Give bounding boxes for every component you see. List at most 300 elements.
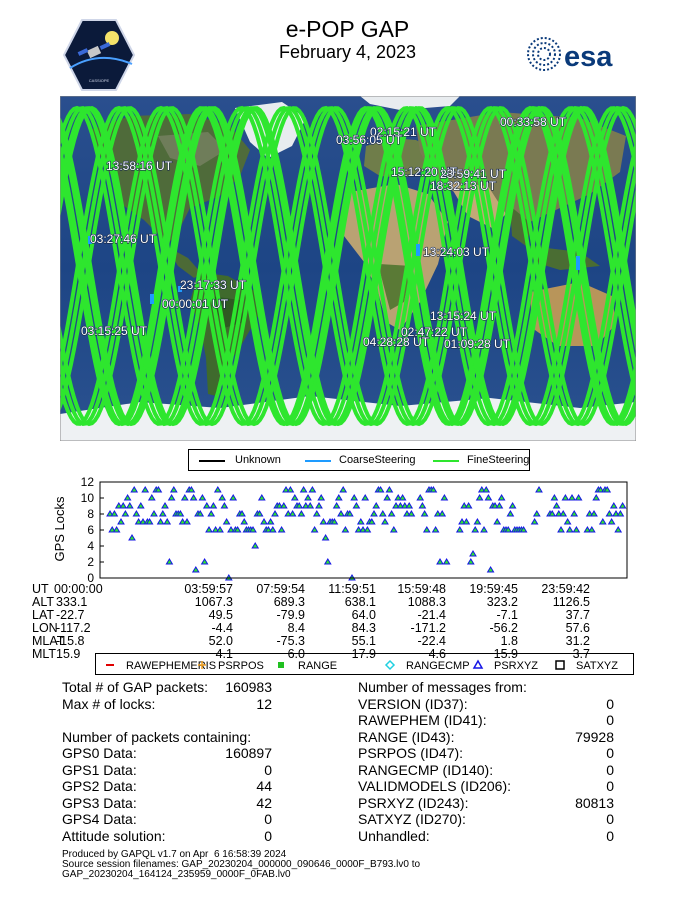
svg-text:RANGECMP: RANGECMP: [406, 660, 470, 672]
orbit-cell: 15.9: [56, 647, 81, 661]
gps-lock-point: [400, 495, 406, 500]
gps-lock-point: [129, 535, 135, 540]
gps-lock-point: [210, 503, 216, 508]
gps-lock-point: [320, 519, 326, 524]
gps-lock-point: [342, 527, 348, 532]
orbit-cell: 17.9: [351, 647, 376, 661]
gps-lock-point: [571, 511, 577, 516]
gps-lock-point: [162, 503, 168, 508]
svg-text:PSRPOS: PSRPOS: [218, 660, 264, 672]
gps-lock-point: [149, 495, 155, 500]
orbit-cell: -79.9: [276, 608, 305, 622]
gps-lock-point: [488, 567, 494, 572]
gps-lock-point: [252, 543, 258, 548]
legend-rangecmp: [386, 660, 470, 672]
stat-value: 160983: [225, 679, 272, 695]
orbit-cell: 37.7: [565, 608, 590, 622]
orbit-cell: 689.3: [273, 595, 305, 609]
orbit-cell: -4.4: [211, 621, 233, 635]
stat-label: GPS2 Data:: [62, 778, 137, 794]
gps-lock-point: [536, 487, 542, 492]
stat-label: Unhandled:: [358, 827, 430, 844]
legend-rawephemeris: [106, 660, 216, 672]
gps-lock-point: [477, 495, 483, 500]
stat-row: [358, 828, 614, 845]
gps-lock-point: [279, 527, 285, 532]
orbit-row-label: UT: [32, 582, 49, 596]
orbit-cell: 4.6: [428, 647, 446, 661]
gps-lock-point: [122, 511, 128, 516]
gps-lock-point: [160, 511, 166, 516]
gps-lock-point: [422, 511, 428, 516]
gps-lock-point: [474, 519, 480, 524]
legend-fine-steering: FineSteering: [467, 454, 530, 466]
orbit-map: [60, 96, 636, 441]
stat-label: PSRPOS (ID47):: [358, 745, 464, 761]
y-tick-label: 12: [80, 476, 94, 489]
y-tick-label: 4: [87, 539, 94, 553]
gps-lock-point: [386, 487, 392, 492]
orbit-cell: 84.3: [351, 621, 376, 635]
orbit-cell: -171.2: [410, 621, 446, 635]
gps-lock-point: [589, 527, 595, 532]
stat-label: GPS4 Data:: [62, 811, 137, 827]
gps-lock-points: [107, 487, 626, 580]
gps-lock-point: [217, 527, 223, 532]
orbit-cell: 11:59:51: [328, 582, 376, 596]
stat-value: 0: [606, 761, 614, 778]
gps-lock-point: [142, 487, 148, 492]
coarse-steering-segment: [416, 244, 420, 256]
coarse-steering-segment: [150, 294, 154, 304]
gps-lock-point: [384, 495, 390, 500]
stat-label: PSRXYZ (ID243):: [358, 794, 469, 811]
orbit-row-label: ALT: [32, 595, 54, 609]
stat-label: VALIDMODELS (ID206):: [358, 778, 512, 794]
map-time-label: 13:15:24 UT: [430, 309, 497, 323]
gps-lock-point: [507, 511, 513, 516]
gps-lock-point: [406, 503, 412, 508]
gps-lock-point: [364, 527, 370, 532]
stat-value: 0: [264, 811, 272, 827]
gps-lock-point: [290, 511, 296, 516]
esa-logo: [526, 36, 636, 72]
gps-lock-point: [259, 495, 265, 500]
gps-lock-point: [158, 519, 164, 524]
gps-lock-point: [472, 527, 478, 532]
gps-lock-point: [457, 527, 463, 532]
stat-row: [358, 745, 614, 762]
map-time-label: 18:32:13 UT: [430, 179, 497, 193]
unknown-swatch: [199, 460, 225, 462]
gps-lock-point: [573, 527, 579, 532]
gps-lock-point: [268, 519, 274, 524]
orbit-row-lat: [32, 609, 644, 622]
footer-produced-by: Produced by GAPQL v1.7 on Apr 6 16:58:39 2024: [62, 849, 287, 860]
orbit-cell: 3.7: [572, 647, 590, 661]
coarse-steering-swatch: [305, 460, 331, 462]
orbit-cell: 8.4: [287, 621, 305, 635]
gps-lock-point: [565, 519, 571, 524]
gps-lock-point: [558, 527, 564, 532]
stat-value: 42: [256, 794, 272, 811]
gps-lock-point: [202, 559, 208, 564]
map-time-label: 02:47:22 UT: [401, 325, 468, 339]
orbit-row-label: LON: [32, 621, 58, 635]
map-time-label: 03:27:46 UT: [90, 232, 157, 246]
orbit-cell: -7.1: [496, 608, 518, 622]
gps-lock-point: [325, 559, 331, 564]
orbit-cell: -75.3: [276, 634, 305, 648]
map-time-label: 13:24:03 UT: [423, 245, 490, 259]
gps-lock-point: [323, 535, 329, 540]
gps-lock-point: [272, 511, 278, 516]
legend-psrxyz: [474, 660, 538, 672]
gps-lock-point: [166, 559, 172, 564]
orbit-row-label: MLAT: [32, 634, 65, 648]
stat-value: 160897: [225, 745, 272, 761]
gps-lock-point: [131, 487, 137, 492]
gps-lock-point: [441, 495, 447, 500]
stat-row: [62, 712, 272, 729]
svg-text:CASSIOPE: CASSIOPE: [88, 78, 110, 83]
footer: [62, 850, 420, 880]
gps-lock-point: [314, 511, 320, 516]
orbit-row-lon: [32, 622, 644, 635]
map-time-label: 23:17:33 UT: [180, 278, 247, 292]
gps-lock-point: [373, 503, 379, 508]
orbit-cell: 31.2: [565, 634, 590, 648]
orbit-cell: 1088.3: [407, 595, 446, 609]
gps-lock-point: [215, 487, 221, 492]
gps-lock-point: [437, 559, 443, 564]
stat-value: 44: [256, 778, 272, 794]
gps-lock-point: [463, 519, 469, 524]
orbit-cell: 57.6: [565, 621, 590, 635]
gps-lock-point: [371, 511, 377, 516]
message-legend: [95, 653, 634, 675]
gps-lock-point: [620, 503, 626, 508]
map-time-label: 03:56:05 UT: [336, 133, 403, 147]
gps-lock-point: [127, 503, 133, 508]
y-tick-label: 0: [87, 571, 94, 582]
orbit-cell: -15.8: [56, 634, 85, 648]
stat-row: [62, 745, 272, 762]
footer-source-2: GAP_20230204_164124_235959_0000F_0FAB.lv0: [62, 869, 291, 880]
gps-lock-point: [494, 519, 500, 524]
packet-stats: [62, 679, 272, 844]
svg-text:SATXYZ: SATXYZ: [576, 660, 618, 672]
stat-label: Total # of GAP packets:: [62, 679, 209, 695]
stat-row: [62, 778, 272, 795]
gps-lock-point: [169, 495, 175, 500]
gps-lock-point: [408, 511, 414, 516]
gps-lock-point: [307, 503, 313, 508]
message-stats: [358, 679, 614, 844]
gps-lock-point: [358, 519, 364, 524]
gps-lock-point: [318, 495, 324, 500]
gps-lock-point: [532, 519, 538, 524]
map-time-label: 15:12:20 UT: [391, 165, 458, 179]
gps-lock-point: [468, 559, 474, 564]
svg-text:esa: esa: [564, 41, 613, 72]
stat-value: 0: [606, 745, 614, 761]
y-tick-label: 8: [87, 507, 94, 521]
gps-lock-point: [606, 511, 612, 516]
stat-label: RANGECMP (ID140):: [358, 761, 494, 778]
map-time-label: 23:59:41 UT: [440, 167, 507, 181]
stat-value: 80813: [575, 794, 614, 811]
stat-value: 0: [264, 761, 272, 778]
footer-source-1: Source session filenames: GAP_20230204_000000_090646_0000F_B793.lv0 to: [62, 859, 421, 870]
gps-lock-point: [567, 527, 573, 532]
page-date: February 4, 2023: [278, 42, 417, 62]
gps-lock-point: [560, 511, 566, 516]
gps-lock-point: [466, 503, 472, 508]
orbit-cell: -21.4: [417, 608, 446, 622]
stat-row: [358, 762, 614, 779]
gps-lock-point: [125, 495, 131, 500]
orbit-row-alt: [32, 596, 644, 609]
gps-lock-point: [593, 495, 599, 500]
gps-lock-point: [133, 511, 139, 516]
stat-label: GPS0 Data:: [62, 745, 137, 761]
stat-row: [358, 795, 614, 812]
gps-lock-point: [351, 495, 357, 500]
legend-satxyz: [556, 660, 618, 672]
orbit-cell: 333.1: [56, 595, 88, 609]
gps-lock-point: [380, 511, 386, 516]
gps-lock-point: [496, 503, 502, 508]
stat-row: [358, 811, 614, 828]
gps-lock-point: [301, 487, 307, 492]
svg-text:PSRXYZ: PSRXYZ: [494, 660, 539, 672]
orbit-cell: 15:59:48: [397, 582, 446, 596]
stat-row: [62, 811, 272, 828]
map-time-label: 00:00:01 UT: [162, 297, 229, 311]
map-time-label: 00:33:58 UT: [500, 115, 567, 129]
map-time-label: 02:15:21 UT: [370, 125, 437, 139]
y-tick-label: 6: [87, 523, 94, 537]
stat-row: [358, 778, 614, 795]
map-time-label: 03:15:25 UT: [81, 324, 148, 338]
stat-label: RAWEPHEM (ID41):: [358, 712, 487, 728]
svg-text:RAWEPHEMERIS: RAWEPHEMERIS: [126, 660, 217, 672]
gps-lock-point: [219, 495, 225, 500]
orbit-row-label: LAT: [32, 608, 54, 622]
stat-value: 0: [606, 827, 614, 844]
y-axis-label: GPS Locks: [52, 496, 67, 562]
legend-range: [278, 660, 337, 672]
gps-lock-point: [261, 519, 267, 524]
gps-lock-point: [483, 487, 489, 492]
stat-label: VERSION (ID37):: [358, 695, 468, 712]
gps-lock-point: [316, 503, 322, 508]
gps-lock-point: [334, 503, 340, 508]
gps-lock-point: [600, 519, 606, 524]
gps-lock-point: [391, 527, 397, 532]
gps-lock-point: [439, 511, 445, 516]
gps-lock-point: [292, 495, 298, 500]
gps-lock-point: [353, 503, 359, 508]
stat-value: 12: [256, 695, 272, 712]
gps-lock-point: [221, 503, 227, 508]
stat-value: 0: [264, 827, 272, 844]
gps-lock-point: [340, 487, 346, 492]
gps-lock-point: [419, 503, 425, 508]
stat-label: Attitude solution:: [62, 827, 166, 844]
orbit-cell: 638.1: [344, 595, 376, 609]
legend-unknown: Unknown: [235, 454, 281, 466]
gps-lock-point: [609, 519, 615, 524]
orbit-cell: 03:59:57: [184, 582, 233, 596]
gps-lock-point: [424, 527, 430, 532]
gps-lock-point: [510, 503, 516, 508]
gps-lock-point: [241, 519, 247, 524]
gps-lock-point: [208, 511, 214, 516]
gps-lock-point: [281, 503, 287, 508]
gps-lock-point: [199, 495, 205, 500]
orbit-cell: -56.2: [489, 621, 518, 635]
gps-lock-point: [562, 495, 568, 500]
orbit-cell: 49.5: [208, 608, 233, 622]
orbit-cell: 1.8: [500, 634, 518, 648]
stat-label: SATXYZ (ID270):: [358, 811, 466, 827]
gps-lock-point: [120, 503, 126, 508]
orbit-cell: -22.4: [417, 634, 446, 648]
gps-lock-point: [576, 495, 582, 500]
stat-label: RANGE (ID43):: [358, 728, 455, 745]
stat-value: 79928: [575, 728, 614, 745]
gps-lock-point: [417, 495, 423, 500]
legend-coarse-steering: CoarseSteering: [339, 454, 416, 466]
stat-row: [358, 679, 614, 696]
gps-lock-point: [224, 519, 230, 524]
stat-value: 0: [606, 811, 614, 827]
gps-lock-point: [382, 519, 388, 524]
gps-lock-point: [617, 511, 623, 516]
gps-lock-point: [230, 495, 236, 500]
gps-lock-point: [171, 487, 177, 492]
gps-lock-point: [191, 495, 197, 500]
orbit-cell: 64.0: [351, 608, 376, 622]
gps-lock-point: [481, 527, 487, 532]
gps-lock-point: [499, 495, 505, 500]
stat-value: 0: [606, 695, 614, 712]
orbit-cell: 19:59:45: [469, 582, 518, 596]
orbit-row-mlat: [32, 635, 644, 648]
stat-label: GPS3 Data:: [62, 794, 137, 811]
coarse-steering-segment: [576, 256, 580, 270]
stat-row: [62, 762, 272, 779]
orbit-cell: 15.9: [493, 647, 518, 661]
stat-label: Number of messages from:: [358, 679, 527, 695]
gps-lock-point: [138, 503, 144, 508]
orbit-cell: 6.0: [287, 647, 305, 661]
stat-row: [62, 795, 272, 812]
gps-lock-point: [184, 519, 190, 524]
stat-row: [62, 679, 272, 696]
orbit-cell: 23:59:42: [541, 582, 590, 596]
gps-lock-point: [389, 511, 395, 516]
orbit-cell: -117.2: [56, 621, 91, 635]
gps-lock-point: [534, 511, 540, 516]
stat-row: [358, 729, 614, 746]
gps-lock-point: [591, 511, 597, 516]
fine-steering-swatch: [433, 460, 459, 462]
stat-row: [62, 828, 272, 845]
gps-lock-point: [336, 495, 342, 500]
gps-lock-point: [270, 527, 276, 532]
gps-lock-point: [470, 551, 476, 556]
gps-lock-point: [309, 487, 315, 492]
stat-value: 0: [606, 778, 614, 794]
orbit-cell: 52.0: [208, 634, 233, 648]
stat-label: Number of packets containing:: [62, 728, 252, 745]
gps-lock-point: [611, 503, 617, 508]
gps-lock-point: [305, 495, 311, 500]
gps-lock-point: [204, 503, 210, 508]
gps-lock-point: [312, 527, 318, 532]
gps-lock-point: [182, 495, 188, 500]
orbit-cell: 4.1: [215, 647, 233, 661]
stat-row: [62, 729, 272, 746]
stat-value: 0: [606, 712, 614, 728]
cassiope-logo: [62, 18, 136, 92]
map-time-label: 04:28:28 UT: [363, 335, 430, 349]
gps-locks-chart: [40, 476, 636, 582]
gps-lock-point: [206, 527, 212, 532]
gps-lock-point: [433, 527, 439, 532]
orbit-cell: -22.7: [56, 608, 85, 622]
gps-lock-point: [287, 487, 293, 492]
gps-lock-point: [615, 527, 621, 532]
stat-row: [358, 696, 614, 713]
orbit-cell: 00:00:00: [54, 582, 103, 596]
gps-lock-point: [118, 519, 124, 524]
stat-row: [358, 712, 614, 729]
gps-lock-point: [298, 511, 304, 516]
gps-lock-point: [338, 511, 344, 516]
gps-lock-point: [151, 511, 157, 516]
map-time-label: 01:09:28 UT: [444, 337, 511, 351]
attitude-legend: [188, 449, 530, 471]
gps-lock-point: [114, 527, 120, 532]
stat-label: Max # of locks:: [62, 695, 156, 712]
orbit-cell: 55.1: [351, 634, 376, 648]
gps-lock-point: [551, 495, 557, 500]
gps-lock-point: [444, 559, 450, 564]
y-tick-label: 2: [87, 555, 94, 569]
page-title: e-POP GAP: [285, 16, 410, 42]
gps-lock-point: [193, 567, 199, 572]
orbit-cell: 323.2: [486, 595, 518, 609]
orbit-parameter-table: [32, 583, 644, 661]
gps-lock-point: [111, 511, 117, 516]
gps-lock-point: [164, 519, 170, 524]
orbit-cell: 07:59:54: [256, 582, 305, 596]
stat-label: GPS1 Data:: [62, 761, 137, 778]
gps-lock-point: [485, 495, 491, 500]
gps-lock-point: [569, 495, 575, 500]
gps-lock-point: [554, 503, 560, 508]
orbit-cell: 1067.3: [194, 595, 233, 609]
y-tick-label: 10: [80, 491, 94, 505]
map-time-label: 13:58:16 UT: [106, 159, 173, 173]
gps-lock-point: [362, 495, 368, 500]
orbit-cell: 1126.5: [552, 595, 590, 609]
svg-text:RANGE: RANGE: [298, 660, 338, 672]
